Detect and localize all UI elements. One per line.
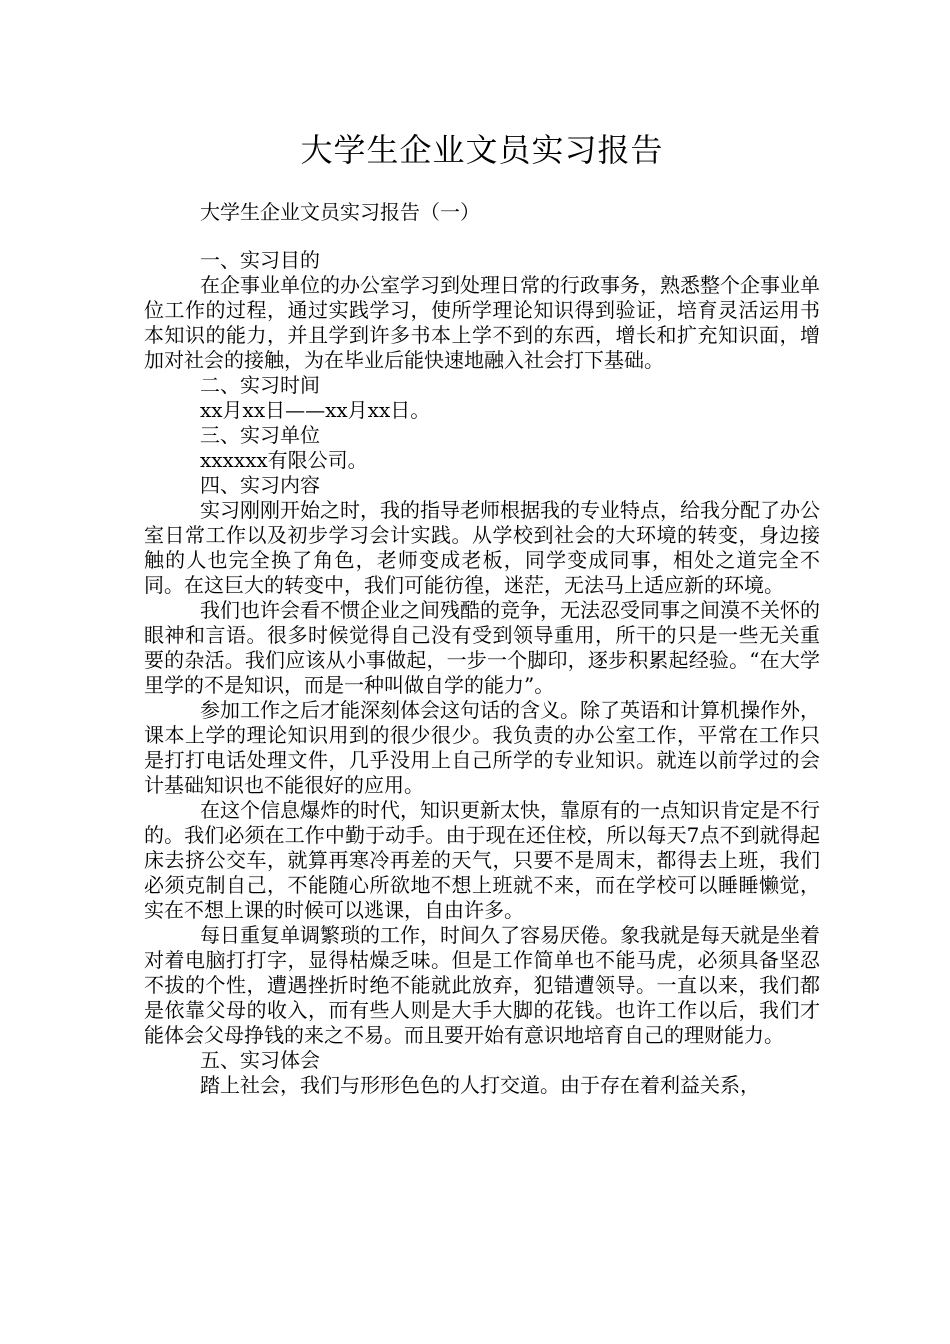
paragraph-content-4: 在这个信息爆炸的时代，知识更新太快，靠原有的一点知识肯定是不行的。我们必须在工作中勤于动手。由于现在还住校，所以每天7点不到就得起床去挤公交车，就算再寒冷再差的天气，只要不是周末，都得去上班，我们必须克制自己，不能随心所欲地不想上班就不来，而在学校可以睡睡懒觉，实在不想上课的时候可以逃课，自由许多。 [144, 798, 820, 922]
paragraph-content-3: 参加工作之后才能深刻体会这句话的含义。除了英语和计算机操作外，课本上学的理论知识用到的很少很少。我负责的办公室工作，平常在工作只是打打电话处理文件，几乎没用上自己所学的专业知识。就连以前学过的会计基础知识也不能很好的应用。 [144, 698, 820, 797]
paragraph-content-1: 实习刚刚开始之时，我的指导老师根据我的专业特点，给我分配了办公室日常工作以及初步学习会计实践。从学校到社会的大环境的转变，身边接触的人也完全换了角色，老师变成老板，同学变成同事，相处之道完全不同。在这巨大的转变中，我们可能彷徨，迷茫，无法马上适应新的环境。 [144, 498, 820, 597]
heading-time: 二、实习时间 [200, 373, 320, 397]
heading-unit: 三、实习单位 [200, 423, 320, 447]
paragraph-content-5: 每日重复单调繁琐的工作，时间久了容易厌倦。象我就是每天就是坐着对着电脑打打字，显得枯燥乏味。但是工作简单也不能马虎，必须具备坚忍不拔的个性，遭遇挫折时绝不能就此放弃，犯错遭领导。一直以来，我们都是依靠父母的收入，而有些人则是大手大脚的花钱。也许工作以后，我们才能体会父母挣钱的来之不易。而且要开始有意识地培育自己的理财能力。 [144, 923, 820, 1047]
paragraph-time: xx月xx日——xx月xx日。 [200, 398, 431, 422]
paragraph-purpose: 在企事业单位的办公室学习到处理日常的行政事务，熟悉整个企事业单位工作的过程，通过实践学习，使所学理论知识得到验证，培育灵活运用书本知识的能力，并且学到许多书本上学不到的东西，增长和扩充知识面，增加对社会的接触，为在毕业后能快速地融入社会打下基础。 [144, 273, 820, 372]
document-title: 大学生企业文员实习报告 [300, 131, 664, 169]
heading-experience: 五、实习体会 [200, 1048, 320, 1072]
heading-purpose: 一、实习目的 [200, 248, 320, 272]
document-body [144, 248, 820, 1098]
paragraph-unit: xxxxxx有限公司。 [200, 448, 368, 472]
paragraph-content-2: 我们也许会看不惯企业之间残酷的竞争，无法忍受同事之间漠不关怀的眼神和言语。很多时候觉得自己没有受到领导重用，所干的只是一些无关重要的杂活。我们应该从小事做起，一步一个脚印，逐步积累起经验。“在大学里学的不是知识，而是一种叫做自学的能力”。 [144, 598, 820, 697]
document-subtitle: 大学生企业文员实习报告（一） [200, 200, 480, 224]
paragraph-experience: 踏上社会，我们与形形色色的人打交道。由于存在着利益关系， [200, 1073, 760, 1097]
heading-content: 四、实习内容 [200, 473, 320, 497]
